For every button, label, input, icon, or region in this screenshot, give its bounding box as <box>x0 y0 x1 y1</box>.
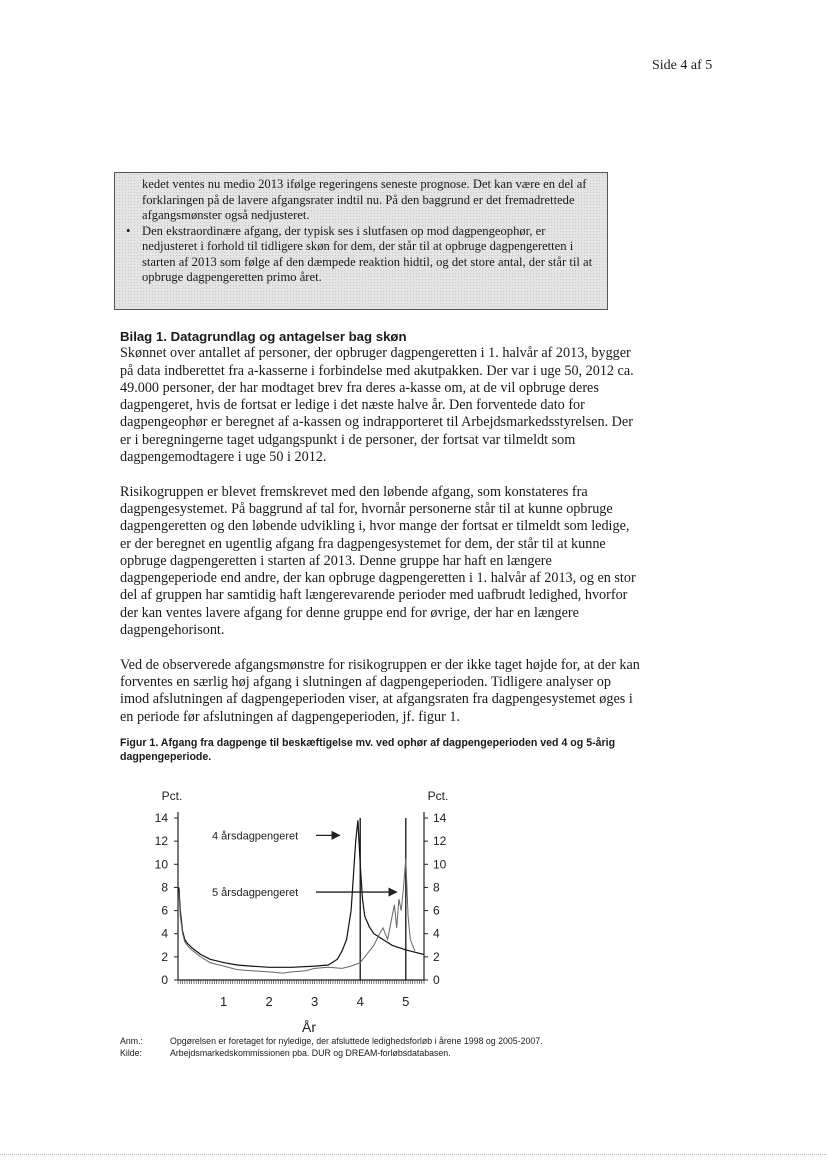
section-heading: Bilag 1. Datagrundlag og antagelser bag skøn <box>120 329 407 344</box>
y-tick-label-right: 0 <box>433 973 440 987</box>
y-tick-label-left: 4 <box>161 926 168 941</box>
note-label: Anm.: <box>120 1036 143 1046</box>
y-tick-label-left: 12 <box>154 834 168 849</box>
y-tick-label-right: 6 <box>433 903 440 918</box>
y-tick-label-left: 6 <box>161 903 168 918</box>
y-tick-label-left: 14 <box>154 811 168 825</box>
x-tick-label: 5 <box>402 994 410 1009</box>
y-tick-label-left: 2 <box>161 949 168 964</box>
appendix-section <box>120 328 640 743</box>
footer-divider <box>0 1154 827 1155</box>
figure-notes <box>120 1036 720 1059</box>
note-text: Opgørelsen er foretaget for nyledige, der afsluttede ledighedsforløb i årene 1998 og 2005-2007. <box>170 1036 543 1046</box>
paragraph-2: Risikogruppen er blevet fremskrevet med den løbende afgang, som konstateres fra dagpengesystemet. På baggrund af tal for, hvornår personerne står til at kunne opbruge dagpengeretten og den løbende udvikling i, hvor mange der fortsat er tilmeldt som ledige, er der beregnet en ugentlig afgang fra dagpengesystemet for dem, der står til at kunne opbruge dagpengeretten i starten af 2013. Denne gruppe har haft en længere dagpengeperiode end andre, der kan opbruge dagpengeretten i 1. halvår af 2013, og en stor del af gruppen har samtidig haft længerevarende perioder med uafbrudt ledighed, hvorfor der kan ventes lavere afgang for denne gruppe end for øvrige, der har en længere dagpengehorisont. <box>120 483 636 639</box>
y-tick-label-left: 10 <box>154 857 168 872</box>
page-number: Side 4 af 5 <box>652 58 713 73</box>
x-axis-label: År <box>302 1019 316 1035</box>
y-axis-label-right: Pct. <box>427 789 449 803</box>
paragraph-1: Skønnet over antallet af personer, der opbruger dagpengeretten i 1. halvår af 2013, bygger på data indberettet fra a-kasserne i forbindelse med akutpakken. Der var i uge 50, 2012 ca. 49.000 personer, der har modtaget brev fra deres a-kasse om, at de vil opbruge deres dagpengeret, hvis de fortsat er ledige i det næste halve år. Den forventede dato for dagpengeophør er beregnet af a-kassen og indrapporteret til Arbejdsmarkedsstyrelsen. Der er i beregningerne taget udgangspunkt i de personer, der fortsat var tilmeldt som dagpengemodtagere i uge 50 i 2012. <box>120 345 634 466</box>
figure-1-chart <box>130 780 470 1035</box>
series-line-5-aar <box>179 859 415 974</box>
y-tick-label-right: 4 <box>433 926 440 941</box>
y-tick-label-right: 14 <box>433 811 447 825</box>
x-tick-label: 2 <box>265 994 273 1009</box>
box-continuation-text: kedet ventes nu medio 2013 ifølge regeringens seneste prognose. Det kan være en del af forklaringen på de lavere afgangsrater indtil nu. På den baggrund er det fremadrettede afgangsmønster også nedjusteret. <box>142 177 587 222</box>
x-tick-label: 4 <box>356 994 364 1009</box>
x-tick-label: 3 <box>311 994 319 1009</box>
paragraph-3: Ved de observerede afgangsmønstre for risikogruppen er der ikke taget højde for, at der kan forventes en særlig høj afgang i slutningen af dagpengeperioden. Tidligere analyser op imod afslutningen af dagpengeperioden viser, at afgangsraten fra dagpengesystemet øges i en periode før afslutningen af dagpengeperioden, jf. figur 1. <box>120 656 640 725</box>
source-label: Kilde: <box>120 1047 143 1058</box>
box-bullet-item: • Den ekstraordinære afgang, der typisk ses i slutfasen op mod dagpengeophør, er nedjusteret i forhold til tidligere skøn for dem, der står til at opbruge dagpengeretten i starten af 2013 som følge af den dæmpede reaktion hidtil, og det store antal, der står til at opbruge dagpengeretten primo året. <box>142 224 597 286</box>
highlight-box <box>114 172 608 310</box>
annotation-label-1: 4 årsdagpengeret <box>212 830 299 843</box>
y-tick-label-right: 10 <box>433 857 447 872</box>
annotation-label-2: 5 årsdagpengeret <box>212 887 299 900</box>
x-tick-label: 1 <box>219 994 228 1009</box>
y-tick-label-left: 0 <box>161 973 168 987</box>
y-axis-label-left: Pct. <box>161 789 183 803</box>
y-tick-label-right: 8 <box>433 880 440 895</box>
y-tick-label-right: 12 <box>433 834 447 849</box>
y-tick-label-right: 2 <box>433 949 440 964</box>
source-text: Arbejdsmarkedskommissionen pba. DUR og DREAM-forløbsdatabasen. <box>170 1047 451 1058</box>
figure-caption: Figur 1. Afgang fra dagpenge til beskæftigelse mv. ved ophør af dagpengeperioden ved 4 og 5-årig dagpengeperiode. <box>120 737 616 763</box>
y-tick-label-left: 8 <box>161 880 168 895</box>
